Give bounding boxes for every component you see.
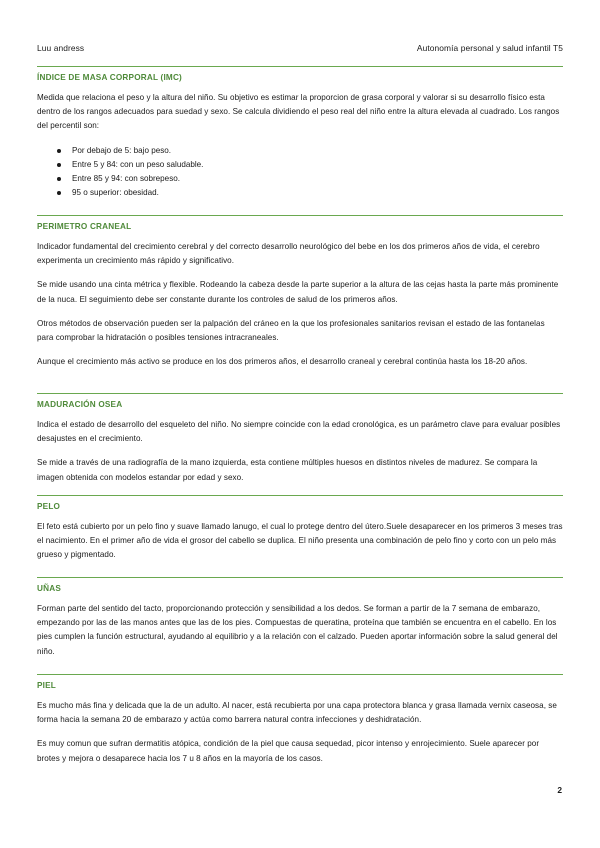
section-piel <box>37 674 563 776</box>
section-imc <box>37 66 563 200</box>
section-title: PERIMETRO CRANEAL <box>37 222 132 231</box>
paragraph: Indicador fundamental del crecimiento cerebral y del correcto desarrollo neurológico del bebe en los dos primeros años de vida, el cerebro experimenta un crecimiento más rápido y significativo. <box>37 242 540 266</box>
section-title: ÍNDICE DE MASA CORPORAL (IMC) <box>37 73 182 82</box>
paragraph: Es muy comun que sufran dermatitis atópica, condición de la piel que causa sequedad, picor intenso y enrojecimiento. Suele aparecer por brotes y mejora o desaparece hacia los 7 u 8 años en la mayoría de los casos. <box>37 739 540 763</box>
paragraph: Se mide usando una cinta métrica y flexible. Rodeando la cabeza desde la parte superior a la altura de las cejas hasta la parte más prominente de la nuca. El seguimiento debe ser constante durante los controles de salud de los primeros años. <box>37 280 559 304</box>
section-title: MADURACIÓN OSEA <box>37 400 123 409</box>
page-number: 2 <box>557 785 562 795</box>
section-divider <box>37 393 563 394</box>
list-item: Por debajo de 5: bajo peso. <box>37 144 563 158</box>
percentile-list <box>37 144 563 201</box>
list-item: Entre 85 y 94: con sobrepeso. <box>37 172 563 186</box>
header-author: Luu andress <box>37 43 85 53</box>
paragraph: Se mide a través de una radiografía de la mano izquierda, esta contiene múltiples huesos en distintos niveles de madurez. Se compara la imagen obtenida con modelos estandar por edad y sexo. <box>37 458 538 482</box>
section-pelo <box>37 495 563 573</box>
section-divider <box>37 674 563 675</box>
paragraph: Aunque el crecimiento más activo se produce en los dos primeros años, el desarrollo craneal y cerebral continúa hasta los 18-20 años. <box>37 357 528 367</box>
section-title: PIEL <box>37 681 56 690</box>
page-header <box>37 43 563 53</box>
section-divider <box>37 577 563 578</box>
paragraph: Indica el estado de desarrollo del esqueleto del niño. No siempre coincide con la edad cronológica, es un parámetro clave para evaluar posibles desajustes en el crecimiento. <box>37 420 561 444</box>
paragraph: Es mucho más fina y delicada que la de un adulto. Al nacer, está recubierta por una capa protectora blanca y grasa llamada vernix caseosa, se forma hacia la semana 20 de embarazo y actúa como barrera natural contra infecciones y deshidratación. <box>37 701 557 725</box>
paragraph: El feto está cubierto por un pelo fino y suave llamado lanugo, el cual lo protege dentro del útero.Suele desaparecer en los primeros 3 meses tras el nacimiento. En el primer año de vida el grosor del cabello se duplica. El niño presenta una combinación de pelo fino y corto con un pelo más grueso y pigmentado. <box>37 522 563 560</box>
section-divider <box>37 495 563 496</box>
section-title: PELO <box>37 502 61 511</box>
paragraph: Otros métodos de observación pueden ser la palpación del cráneo en la que los profesionales sanitarios revisan el estado de las fontanelas para comprobar la hidratación o posibles tensiones intracraneales. <box>37 318 545 343</box>
paragraph: Medida que relaciona el peso y la altura del niño. Su objetivo es estimar la proporcion de grasa corporal y valorar si su desarrollo físico esta dentro de los rangos adecuados para suedad y sexo. Se calcula dividiendo el peso real del niño entre la altura elevada al cuadrado. Los rangos del percentil son: <box>37 93 560 131</box>
list-item: 95 o superior: obesidad. <box>37 186 563 200</box>
section-perimetro-craneal <box>37 215 563 379</box>
header-subject: Autonomía personal y salud infantil T5 <box>416 43 563 53</box>
section-maduracion-osea <box>37 393 563 495</box>
list-item: Entre 5 y 84: con un peso saludable. <box>37 158 563 172</box>
section-divider <box>37 66 563 67</box>
paragraph: Forman parte del sentido del tacto, proporcionando protección y sensibilidad a los dedos. Se forman a partir de la 7 semana de embarazo, empezando por las de las manos antes que las de los pies. Compuestas de queratina, proteína que también se encuentra en el cabello. En los pies cumplen la función estructural, ayudando al equilibrio y a la relación con el calzado. Pueden aportar información sobre la salud general del niño. <box>37 604 558 656</box>
section-title: UÑAS <box>37 584 61 593</box>
section-unas <box>37 577 563 669</box>
section-divider <box>37 215 563 216</box>
